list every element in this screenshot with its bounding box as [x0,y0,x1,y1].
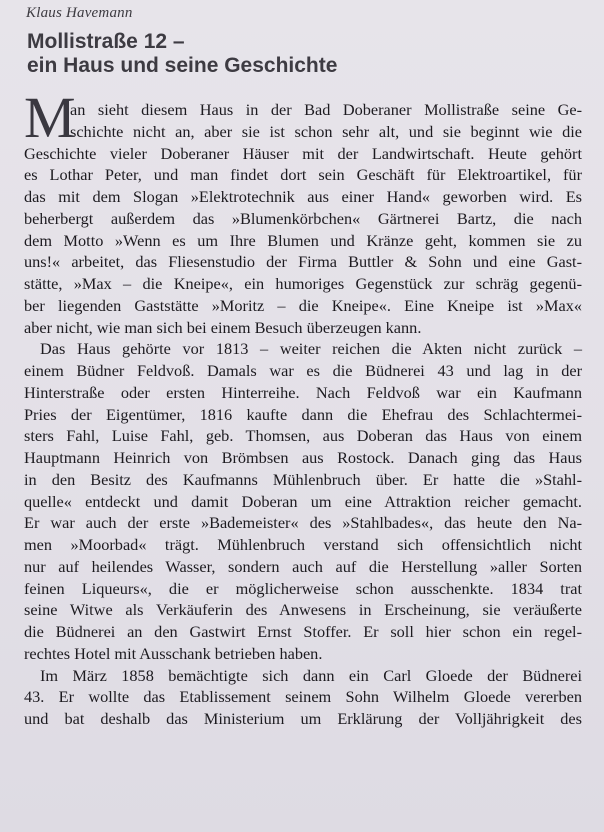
text-line: seine Witwe als Verkäuferin des Anwesens in Erscheinung, sie veräußerte [24,600,582,620]
drop-cap: M [24,85,76,150]
text-line: das mit dem Slogan »Elektrotechnik aus einer Hand« geworben wird. Es [24,187,582,206]
text-line: es Lothar Peter, und man findet dort sein Geschäft für Elektroartikel, für [24,165,582,185]
text-line-content: an sieht diesem Haus in der Bad Doberaner Mollistraße seine Ge- [70,100,582,119]
text-line: quelle« entdeckt und damit Doberan um eine Attraktion reicher gemacht. [24,491,582,511]
text-line: Hinterstraße oder ersten Hinterreihe. Nach Feldvoß war ein Kaufmann [24,382,582,402]
text-line: stätte, »Max – die Kneipe«, ein humoriges Gegenstück zur schräg gegenü- [24,274,582,293]
text-line: schichte nicht an, aber sie ist schon sehr alt, und sie beginnt wie die [70,121,582,141]
text-line: Geschichte vieler Doberaner Häuser mit der Landwirtschaft. Heute gehört [24,143,582,163]
text-line: dem Motto »Wenn es um Ihre Blumen und Kränze geht, kommen sie zu [24,230,582,250]
text-line: rechtes Hotel mit Ausschank betrieben haben. [24,643,323,663]
text-line: und bat deshalb das Ministerium um Erklärung der Volljährigkeit des [24,709,582,728]
text-line: sters Fahl, Luise Fahl, geb. Thomsen, aus Doberan das Haus von einem [24,426,582,446]
text-line: uns!« arbeitet, das Fliesenstudio der Firma Buttler & Sohn und eine Gast- [24,252,582,272]
text-line: beherbergt außerdem das »Blumenkörbchen« Gärtnerei Bartz, die nach [24,208,582,228]
chapter-title-line-1: Mollistraße 12 – [27,30,185,53]
text-line: men »Moorbad« trägt. Mühlenbruch verstand sich offensichtlich nicht [24,535,582,554]
chapter-title [27,30,582,78]
text-line: nur auf heilendes Wasser, sondern auch auf die Herstellung »aller Sorten [24,556,582,576]
text-line: Er war auch der erste »Bademeister« des »Stahlbades«, das heute den Na- [24,513,582,533]
text-line: Das Haus gehörte vor 1813 – weiter reichen die Akten nicht zurück – [40,339,582,359]
body-text [24,85,582,730]
text-line: Hauptmann Heinrich von Brömbsen aus Rostock. Danach ging das Haus [24,448,582,467]
text-line: 43. Er wollte das Etablissement seinem Sohn Wilhelm Gloede vererben [24,687,582,707]
text-line: einem Büdner Feldvoß. Damals war es die Büdnerei 43 und lag in der [24,361,582,380]
text-line: Im März 1858 bemächtigte sich dann ein Carl Gloede der Büdnerei [40,665,582,685]
chapter-title-line-2: ein Haus und seine Geschichte [27,54,338,77]
text-line: aber nicht, wie man sich bei einem Besuch überzeugen kann. [24,317,422,337]
text-line: ber liegenden Gaststätte »Moritz – die Kneipe«. Eine Kneipe ist »Max« [24,295,582,315]
running-header-author: Klaus Havemann [26,5,133,21]
text-line: feinen Liqueurs«, die er möglicherweise schon ausschenkte. 1834 trat [24,578,582,598]
text-line: die Büdnerei an den Gastwirt Ernst Stoffer. Er soll hier schon ein regel- [24,622,582,641]
text-line: Pries der Eigentümer, 1816 kaufte dann die Ehefrau des Schlachtermei- [24,404,582,424]
text-line: in den Besitz des Kaufmanns Mühlenbruch über. Er hatte die »Stahl- [24,469,582,489]
